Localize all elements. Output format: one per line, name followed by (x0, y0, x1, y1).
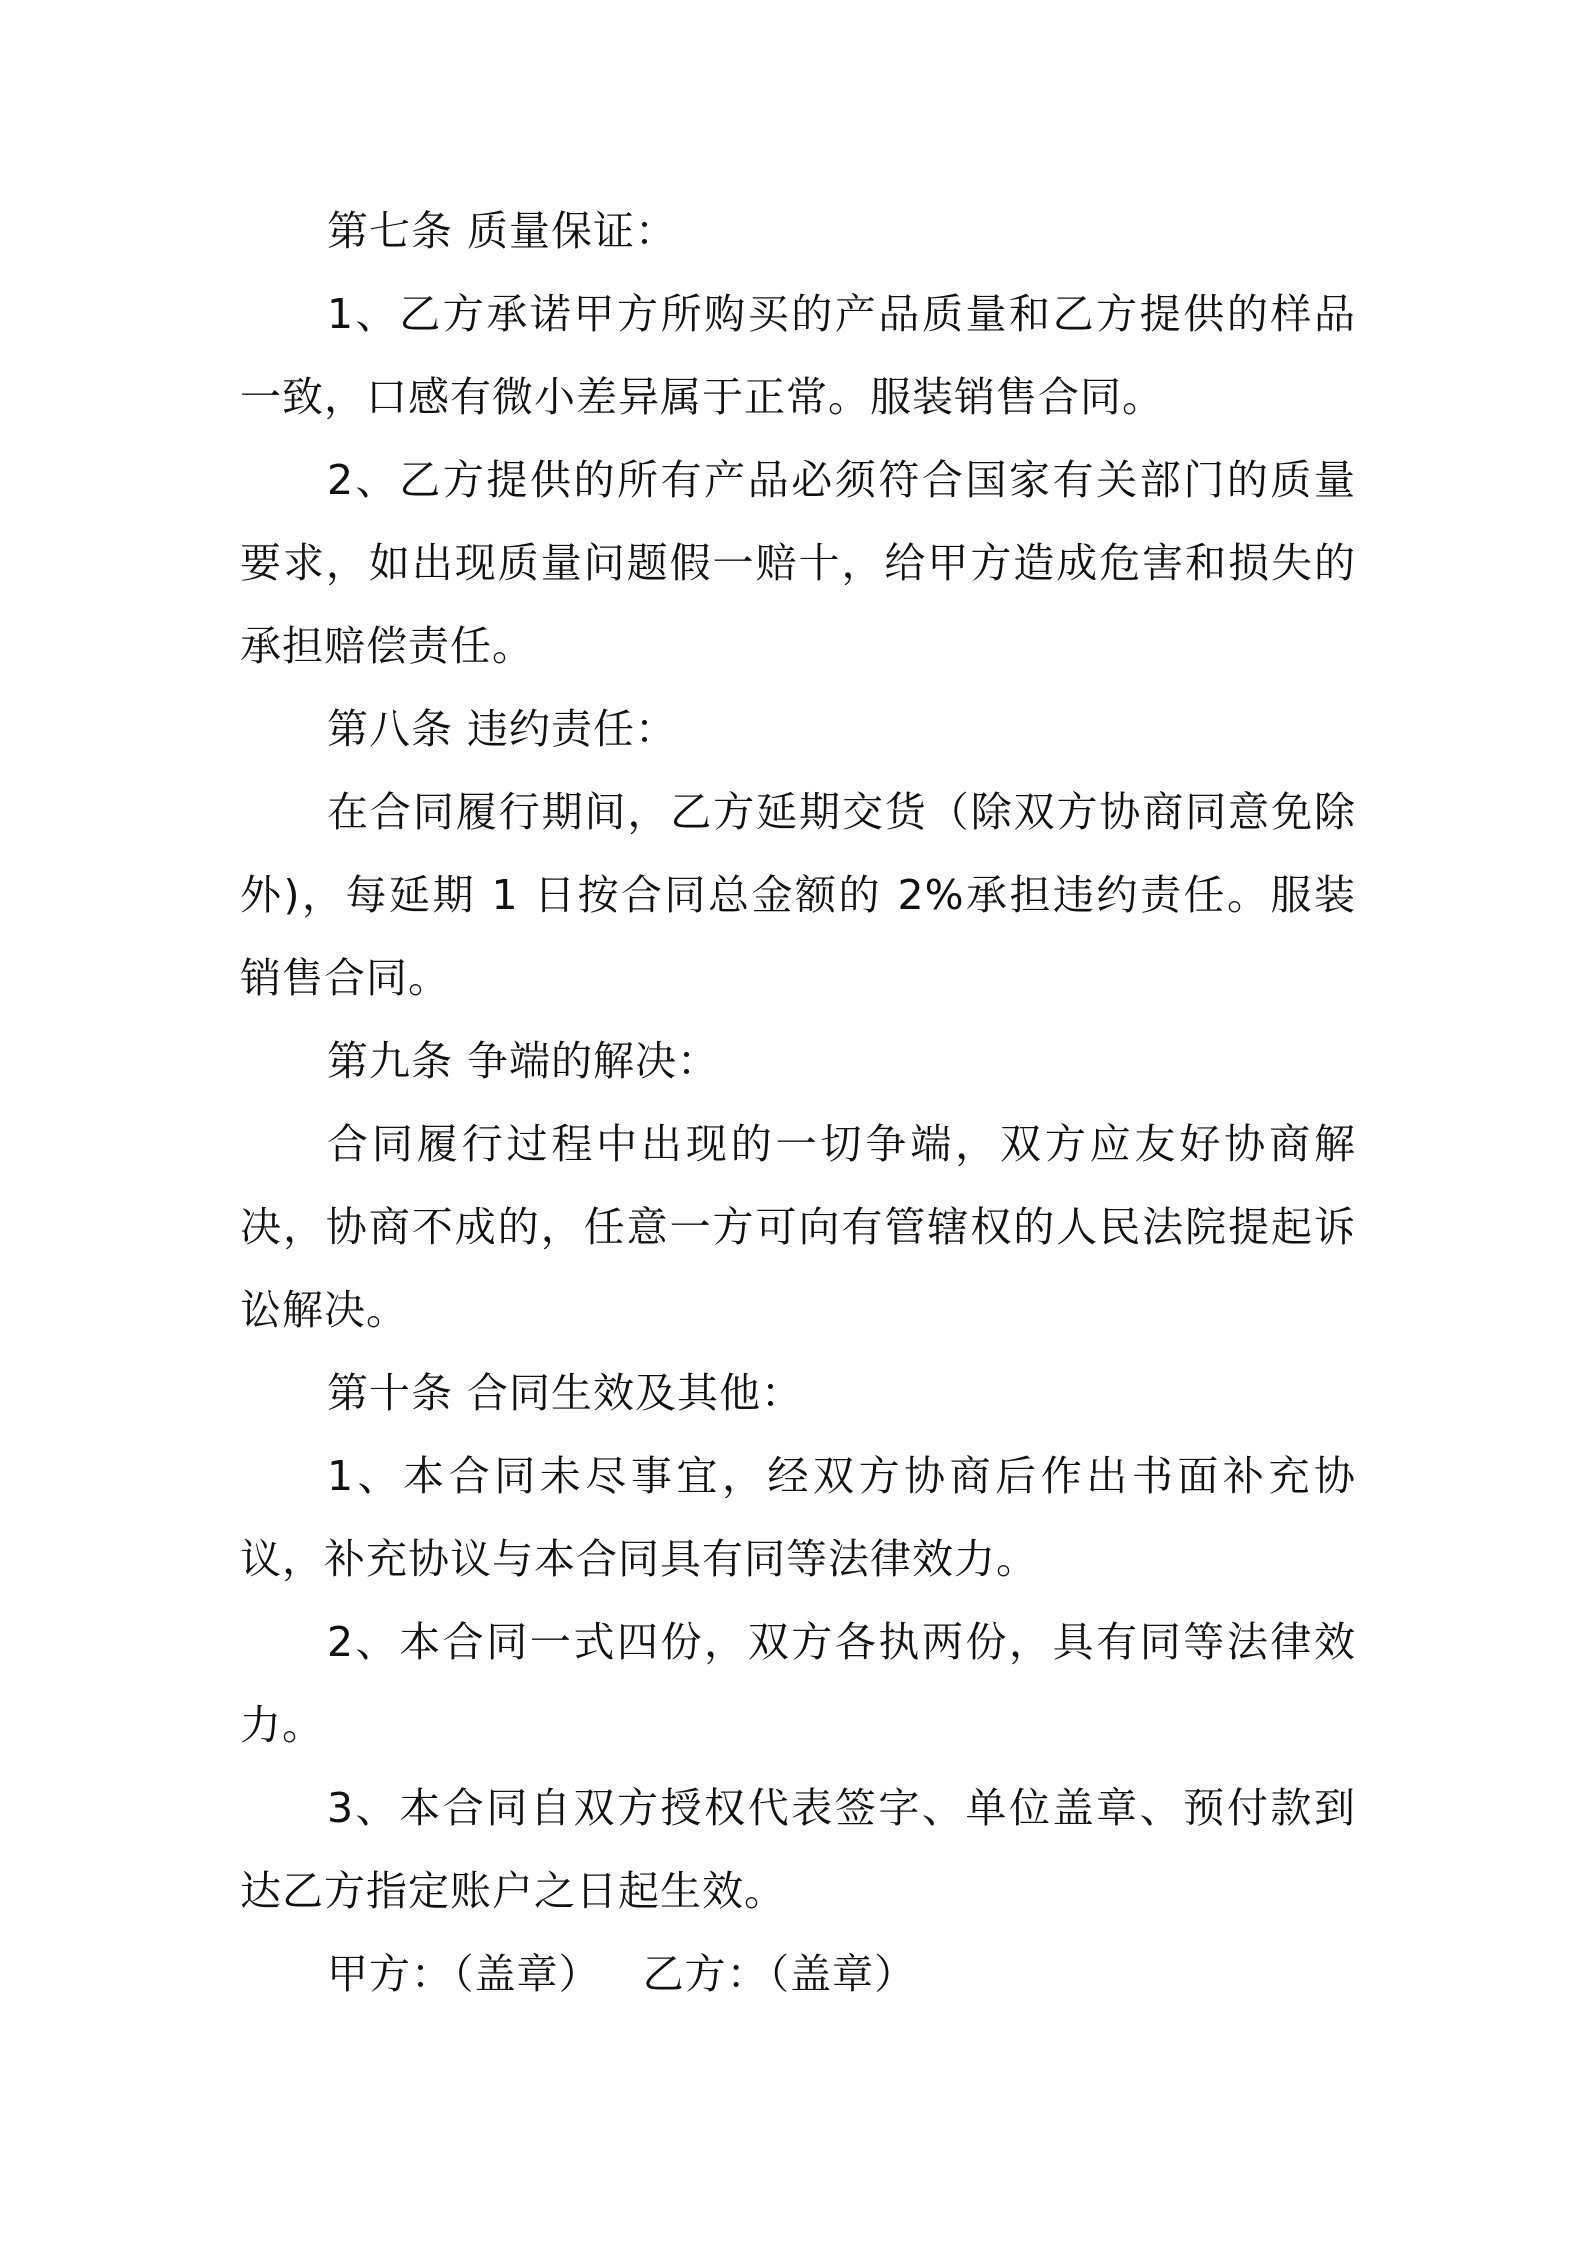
article-7-item-2: 2、乙方提供的所有产品必须符合国家有关部门的质量要求，如出现质量问题假一赔十，给甲方造成危害和损失的承担赔偿责任。 (240, 456, 1356, 670)
article-9-heading: 第九条 争端的解决： (327, 1037, 720, 1085)
article-7-item-1: 1、乙方承诺甲方所购买的产品质量和乙方提供的样品一致，口感有微小差异属于正常。服装销售合同。 (240, 290, 1356, 421)
article-10-item-3: 3、本合同自双方授权代表签字、单位盖章、预付款到达乙方指定账户之日起生效。 (240, 1784, 1356, 1915)
article-8-heading: 第八条 违约责任： (327, 705, 678, 753)
article-7-heading: 第七条 质量保证： (327, 207, 678, 255)
article-10-item-2: 2、本合同一式四份，双方各执两份，具有同等法律效力。 (240, 1618, 1356, 1749)
contract-body (240, 190, 1356, 2016)
article-10-item-1: 1、本合同未尽事宜，经双方协商后作出书面补充协议，补充协议与本合同具有同等法律效力。 (240, 1452, 1356, 1583)
article-9-body: 合同履行过程中出现的一切争端，双方应友好协商解决，协商不成的，任意一方可向有管辖权的人民法院提起诉讼解决。 (240, 1120, 1356, 1334)
article-8-body: 在合同履行期间，乙方延期交货（除双方协商同意免除外)，每延期 1 日按合同总金额的 2%承担违约责任。服装销售合同。 (240, 788, 1356, 1002)
signature-line: 甲方：（盖章） 乙方：（盖章） (327, 1950, 917, 1998)
article-10-heading: 第十条 合同生效及其他： (327, 1369, 804, 1417)
